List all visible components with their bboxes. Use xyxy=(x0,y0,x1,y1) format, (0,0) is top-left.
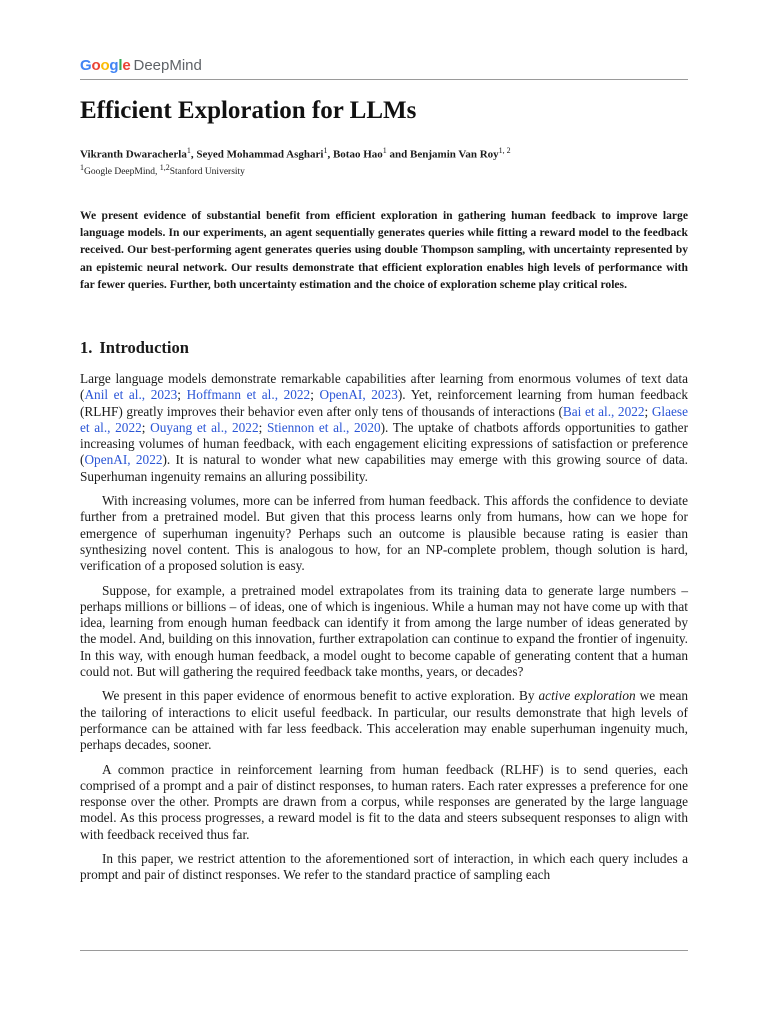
citation-link[interactable]: OpenAI, 2022 xyxy=(84,452,163,468)
paragraph-text: we mean the tailoring of interactions to elicit useful feedback. In particular, our results demonstrate that high levels of performance can be attained with far less feedback. This acceleration may enable superhuman ingenuity much, perhaps decades, sooner. xyxy=(80,688,689,753)
paragraph xyxy=(80,762,688,843)
logo-google-wordmark: Google xyxy=(80,57,131,74)
paragraph-text: ). Yet, reinforcement learning from human feedback (RLHF) greatly improves their behavior even after only tens of thousands of interactions ( xyxy=(80,387,689,419)
affiliation-name: Google DeepMind, xyxy=(84,167,160,178)
paragraph-text: ). The uptake of chatbots affords opportunities to gather increasing volumes of human feedback, with each engagement eliciting expressions of satisfaction or preference ( xyxy=(80,419,689,468)
emphasis-text: active exploration xyxy=(538,688,636,704)
paragraph-text: ; xyxy=(310,387,320,403)
header-divider xyxy=(80,79,688,80)
citation-link[interactable]: Hoffmann et al., 2022 xyxy=(186,387,311,403)
paragraph xyxy=(80,493,688,574)
citation-link[interactable]: Stiennon et al., 2020 xyxy=(266,419,381,435)
author-separator: and xyxy=(386,148,411,161)
paragraph-text: In this paper, we restrict attention to the aforementioned sort of interaction, in which each query includes a prompt and pair of distinct responses. We refer to the standard practice of sampling each xyxy=(80,851,688,883)
paragraph-text: ; xyxy=(177,387,187,403)
paragraph-text: We present in this paper evidence of enormous benefit to active exploration. By xyxy=(102,688,539,704)
citation-link[interactable]: Anil et al., 2023 xyxy=(84,387,178,403)
paragraph xyxy=(80,851,688,884)
section-heading-introduction xyxy=(80,338,189,358)
abstract: We present evidence of substantial benefit from efficient exploration in gathering human feedback to improve large language models. In our experiments, an agent sequentially generates queries while fitting a reward model to the feedback received. Our best-performing agent generates queries using double Thompson sampling, with uncertainty represented by an epistemic neural network. Our results demonstrate that efficient exploration enables high levels of performance with far fewer queries. Further, both uncertainty estimation and the choice of exploration scheme play critical roles. xyxy=(80,209,688,291)
paragraph-text: ; xyxy=(141,419,151,435)
author-name: Seyed Mohammad Asghari xyxy=(196,148,324,161)
paragraph-text: ; xyxy=(258,419,267,435)
paragraph-text: Suppose, for example, a pretrained model extrapolates from its training data to generate large numbers – perhaps millions or billions – of ideas, one of which is ingenious. While a human may not have come up with that idea, learning from enough human feedback can identify it from among the large number of ideas generated by the model. And, building on this innovation, further extrapolation can continue to expand the frontier of ingenuity. In this way, with enough human feedback, a model ought to become capable of generating content that a human could not. But will gathering the required feedback take months, years, or decades? xyxy=(80,582,688,680)
author-affiliation-mark: 1, 2 xyxy=(498,146,511,155)
author-separator: , xyxy=(327,148,333,161)
affiliation-mark: 1,2 xyxy=(159,163,170,172)
citation-link[interactable]: OpenAI, 2023 xyxy=(319,387,398,403)
author-name: Benjamin Van Roy xyxy=(410,148,499,161)
citation-link[interactable]: Bai et al., 2022 xyxy=(562,403,645,419)
paper-title: Efficient Exploration for LLMs xyxy=(80,97,417,124)
paragraph-text: ). It is natural to wonder what new capabilities may emerge with this growing source of data. Superhuman ingenuity remains an alluring possibility. xyxy=(80,452,688,484)
affiliation-mark: 1 xyxy=(80,163,84,172)
author-affiliation-mark: 1 xyxy=(186,146,191,155)
paragraph-text: With increasing volumes, more can be inferred from human feedback. This affords the confidence to deviate further from a pretrained model. But given that this process learns only from humans, how can we hope for emergence of superhuman ingenuity? Perhaps such an outcome is plausible because rating is easier than synthesizing novel content. This is analogous to how, for an NP-complete problem, though solution is hard, verification of a proposed solution is easy. xyxy=(80,493,688,574)
paragraph-text: ; xyxy=(644,403,652,419)
affiliations xyxy=(80,163,245,177)
section-title: Introduction xyxy=(99,338,189,357)
citation-link[interactable]: Ouyang et al., 2022 xyxy=(150,419,259,435)
citation-link[interactable]: Glaese et al., 2022 xyxy=(80,403,688,435)
author-affiliation-mark: 1 xyxy=(323,146,328,155)
section-number: 1. xyxy=(80,338,93,357)
introduction-body xyxy=(80,371,688,892)
author-list xyxy=(80,146,511,161)
paragraph xyxy=(80,688,688,753)
paragraph xyxy=(80,583,688,681)
paragraph xyxy=(80,371,688,485)
logo-deepmind-wordmark: DeepMind xyxy=(133,57,202,74)
author-separator: , xyxy=(190,148,197,161)
author-affiliation-mark: 1 xyxy=(382,146,387,155)
paragraph-text: Large language models demonstrate remarkable capabilities after learning from enormous volumes of text data ( xyxy=(80,371,688,403)
affiliation-name: Stanford University xyxy=(169,167,245,178)
author-name: Botao Hao xyxy=(332,148,383,161)
footer-divider xyxy=(80,950,688,951)
author-name: Vikranth Dwaracherla xyxy=(80,148,187,161)
google-deepmind-logo xyxy=(80,57,202,77)
paragraph-text: A common practice in reinforcement learning from human feedback (RLHF) is to send queries, each comprised of a prompt and a pair of distinct responses, to human raters. Each rater expresses a preference for one response over the other. Prompts are drawn from a corpus, while responses are generated by the large language model. As this process progresses, a reward model is fit to the data and steers subsequent responses to align with with feedback received thus far. xyxy=(80,761,688,842)
